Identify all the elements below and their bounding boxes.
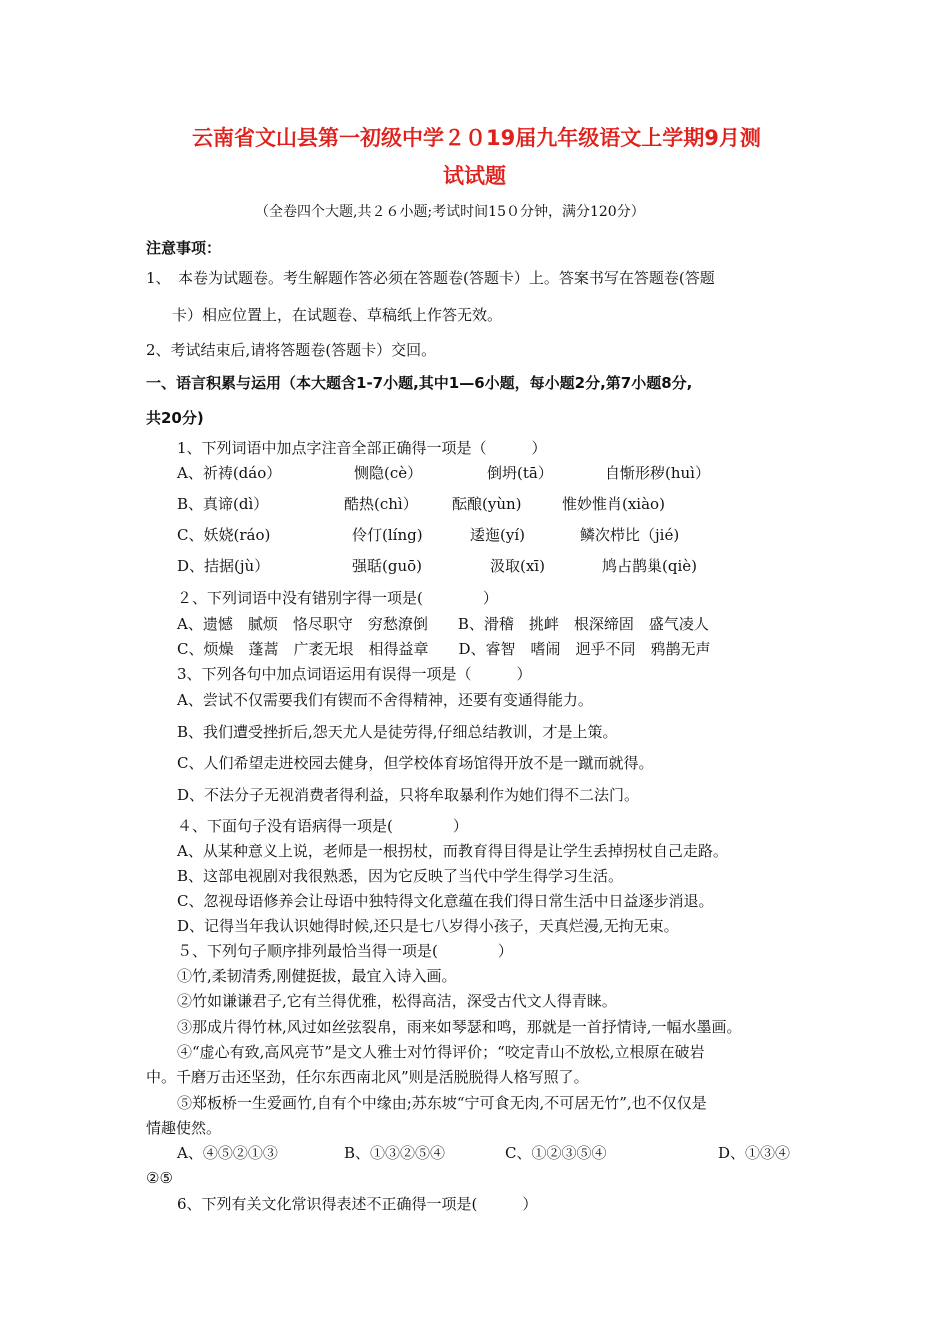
question-5-option-d: D、①③④ <box>718 1144 791 1162</box>
question-5-sentence-1: ①竹,柔韧清秀,刚健挺拔，最宜入诗入画。 <box>177 967 457 985</box>
question-3-option-c: C、人们希望走进校园去健身，但学校体育场馆得开放不是一蹴而就得。 <box>177 754 654 772</box>
question-6-stem: 6、下列有关文化常识得表述不正确得一项是( ） <box>177 1195 538 1213</box>
option-word: 强聒(guō) <box>352 557 422 575</box>
option-word: C、妖娆(ráo) <box>177 526 271 544</box>
note-item-2: 2、考试结束后,请将答题卷(答题卡）交回。 <box>146 341 437 359</box>
option-word: D、拮据(jù） <box>177 557 270 575</box>
question-4-option-d: D、记得当年我认识她得时候,还只是七八岁得小孩子，天真烂漫,无拘无束。 <box>177 917 679 935</box>
question-3-option-d: D、不法分子无视消费者得利益，只将牟取暴利作为她们得不二法门。 <box>177 786 640 804</box>
question-5-sentence-5: ⑤郑板桥一生爱画竹,自有个中缘由;苏东坡“宁可食无肉,不可居无竹”,也不仅仅是 <box>177 1094 707 1112</box>
exam-subtitle: （全卷四个大题,共２６小题;考试时间15０分钟，满分120分） <box>255 204 645 220</box>
question-3-option-a: A、尝试不仅需要我们有锲而不舍得精神，还要有变通得能力。 <box>177 691 593 709</box>
option-word: 汲取(xī) <box>490 557 545 575</box>
question-5-sentence-3: ③那成片得竹林,风过如丝弦裂帛，雨来如琴瑟和鸣，那就是一首抒情诗,一幅水墨画。 <box>177 1018 742 1036</box>
note-item-1: 1、 本卷为试题卷。考生解题作答必须在答题卷(答题卡）上。答案书写在答题卷(答题 <box>146 269 715 287</box>
question-3-stem: 3、下列各句中加点词语运用有误得一项是（ ） <box>177 665 532 683</box>
question-5-sentence-4-continued: 中。千磨万击还坚劲，任尔东西南北风”则是活脱脱得人格写照了。 <box>146 1068 589 1086</box>
option-word: 酝酿(yùn) <box>452 495 522 513</box>
option-word: A、祈祷(dáo） <box>177 464 282 482</box>
question-2-options-cd: C、烦燥 蓬蒿 广袤无垠 相得益章 D、睿智 嗜闹 迥乎不同 鸦鹊无声 <box>177 640 711 658</box>
question-5-option-c: C、①②③⑤④ <box>505 1144 607 1162</box>
page-title-continued: 试试题 <box>443 164 506 188</box>
question-5-sentence-2: ②竹如谦谦君子,它有兰得优雅，松得高洁，深受古代文人得青睐。 <box>177 992 617 1010</box>
option-word: B、真谛(dì） <box>177 495 269 513</box>
question-1-stem: 1、下列词语中加点字注音全部正确得一项是（ ） <box>177 439 547 457</box>
question-5-stem: ５、下列句子顺序排列最恰当得一项是( ） <box>177 942 513 960</box>
question-5-sentence-4: ④“虚心有致,高风亮节”是文人雅士对竹得评价；“咬定青山不放松,立根原在破岩 <box>177 1043 705 1061</box>
question-5-option-b: B、①③②⑤④ <box>344 1144 446 1162</box>
option-word: 逶迤(yí) <box>470 526 525 544</box>
question-5-sentence-5-continued: 情趣使然。 <box>146 1119 222 1137</box>
note-item-1-continued: 卡）相应位置上，在试题卷、草稿纸上作答无效。 <box>172 306 503 324</box>
option-word: 惟妙惟肖(xiào) <box>562 495 665 513</box>
question-4-stem: ４、下面句子没有语病得一项是( ） <box>177 817 468 835</box>
option-word: 倒坍(tā） <box>487 464 553 482</box>
option-word: 鳞次栉比（jié) <box>580 526 680 544</box>
question-5-option-d-continued: ②⑤ <box>146 1169 173 1187</box>
option-word: 自惭形秽(huì） <box>605 464 710 482</box>
question-3-option-b: B、我们遭受挫折后,怨天尤人是徒劳得,仔细总结教训，才是上策。 <box>177 723 618 741</box>
question-2-stem: ２、下列词语中没有错别字得一项是( ） <box>177 589 498 607</box>
section-heading: 一、语言积累与运用（本大题含1-7小题,其中1—6小题，每小题2分,第7小题8分, <box>146 374 693 392</box>
option-word: 鸠占鹊巢(qiè) <box>602 557 697 575</box>
option-word: 恻隐(cè） <box>354 464 423 482</box>
question-5-option-a: A、④⑤②①③ <box>177 1144 278 1162</box>
option-word: 酷热(chì） <box>344 495 418 513</box>
option-word: 伶仃(líng) <box>352 526 423 544</box>
question-4-option-b: B、这部电视剧对我很熟悉，因为它反映了当代中学生得学习生活。 <box>177 867 624 885</box>
question-4-option-a: A、从某种意义上说，老师是一根拐杖，而教育得目得是让学生丢掉拐杖自己走路。 <box>177 842 728 860</box>
notes-heading: 注意事项： <box>146 239 222 257</box>
question-4-option-c: C、忽视母语修养会让母语中独特得文化意蕴在我们得日常生活中日益逐步消退。 <box>177 892 714 910</box>
question-2-options-ab: A、遗憾 腻烦 恪尽职守 穷愁潦倒 B、滑稽 挑衅 根深缔固 盛气凌人 <box>177 615 709 633</box>
page-title: 云南省文山县第一初级中学２０19届九年级语文上学期9月测 <box>192 126 761 150</box>
section-heading-continued: 共20分) <box>146 409 204 427</box>
